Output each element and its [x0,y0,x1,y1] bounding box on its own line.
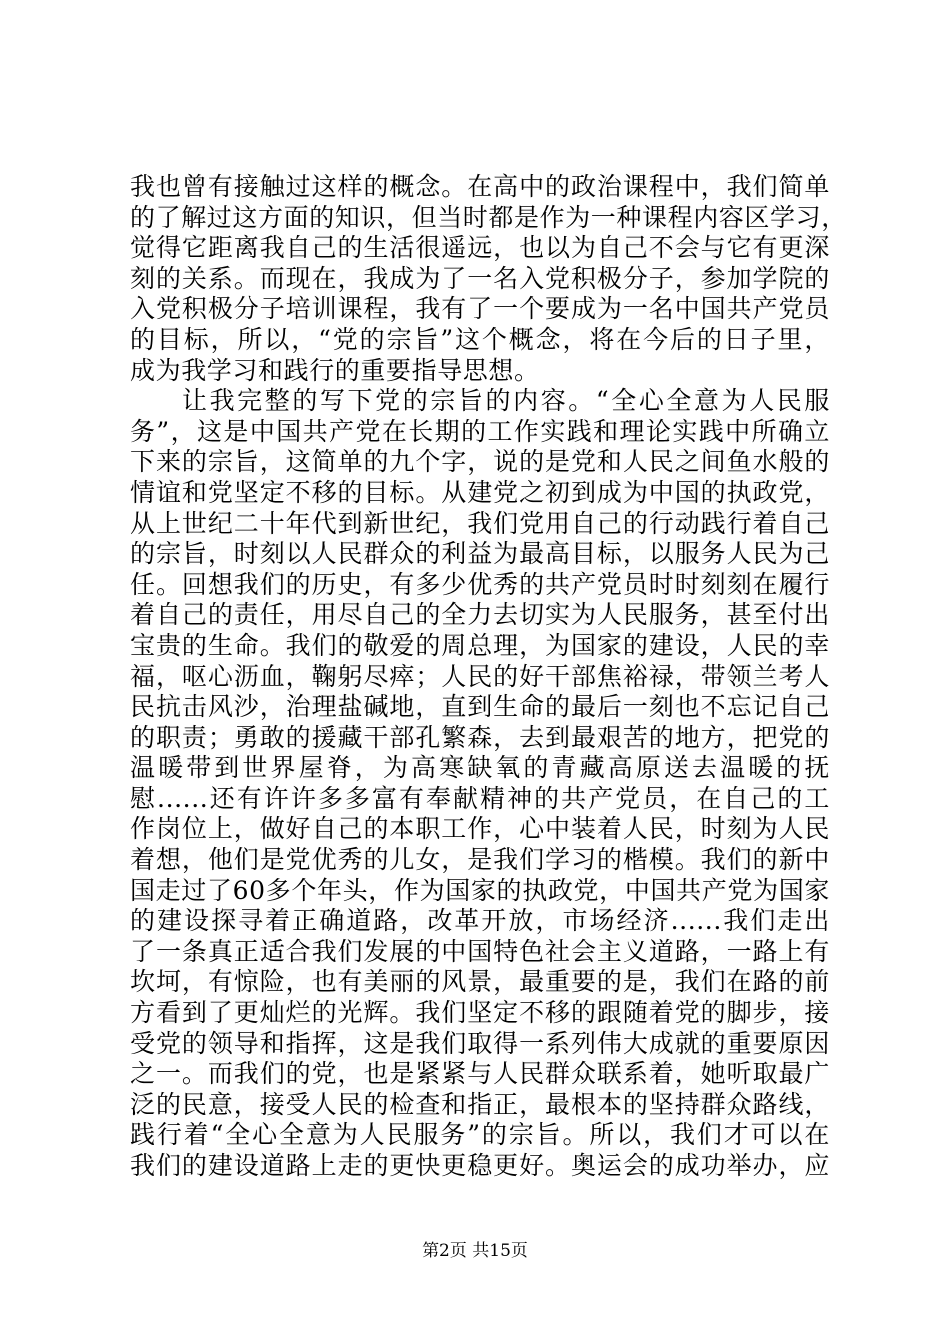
page-number: 第2页 [422,1241,467,1261]
text-line: 作岗位上，做好自己的本职工作，心中装着人民，时刻为人民 [130,814,830,844]
text-line: 国走过了60多个年头，作为国家的执政党，中国共产党为国家 [130,875,830,905]
paragraph [130,172,847,386]
text-line: 着自己的责任，用尽自己的全力去切实为人民服务，甚至付出 [130,600,830,630]
text-line: 情谊和党坚定不移的目标。从建党之初到成为中国的执政党， [130,477,830,507]
text-line: 下来的宗旨，这简单的九个字，说的是党和人民之间鱼水般的 [130,447,830,477]
text-line: 的了解过这方面的知识，但当时都是作为一种课程内容区学习， [130,202,847,232]
text-line: 方看到了更灿烂的光辉。我们坚定不移的跟随着党的脚步，接 [130,998,830,1028]
text-line: 从上世纪二十年代到新世纪，我们党用自己的行动践行着自己 [130,508,830,538]
text-line: 着想，他们是党优秀的儿女，是我们学习的楷模。我们的新中 [130,845,830,875]
text-line: 觉得它距离我自己的生活很遥远，也以为自己不会与它有更深 [130,233,830,263]
text-line: 刻的关系。而现在，我成为了一名入党积极分子，参加学院的 [130,263,830,293]
text-line: 任。回想我们的历史，有多少优秀的共产党员时时刻刻在履行 [130,569,830,599]
text-line: 受党的领导和指挥，这是我们取得一系列伟大成就的重要原因 [130,1028,830,1058]
page-footer [0,1241,950,1261]
text-line: 践行着“全心全意为人民服务”的宗旨。所以，我们才可以在 [130,1120,830,1150]
document-body [130,172,847,1182]
text-line: 我们的建设道路上走的更快更稳更好。奥运会的成功举办，应 [130,1151,830,1180]
text-line: 让我完整的写下党的宗旨的内容。“全心全意为人民服 [182,386,830,416]
text-line: 了一条真正适合我们发展的中国特色社会主义道路，一路上有 [130,936,830,966]
text-line: 温暖带到世界屋脊，为高寒缺氧的青藏高原送去温暖的抚 [130,753,830,783]
text-line: 的目标，所以，“党的宗旨”这个概念，将在今后的日子里， [130,324,830,354]
text-line: 民抗击风沙，治理盐碱地，直到生命的最后一刻也不忘记自己 [130,692,830,722]
text-line: 成为我学习和践行的重要指导思想。 [130,355,540,385]
text-line: 之一。而我们的党，也是紧紧与人民群众联系着，她听取最广 [130,1059,830,1089]
text-line: 务”，这是中国共产党在长期的工作实践和理论实践中所确立 [130,416,830,446]
text-line: 坎坷，有惊险，也有美丽的风景，最重要的是，我们在路的前 [130,967,830,997]
text-line: 我也曾有接触过这样的概念。在高中的政治课程中，我们简单 [130,172,830,201]
text-line: 慰......还有许许多多富有奉献精神的共产党员，在自己的工 [130,783,830,813]
text-line: 的建设探寻着正确道路，改革开放，市场经济......我们走出 [130,906,830,936]
page-total: 共15页 [472,1241,528,1261]
text-line: 入党积极分子培训课程，我有了一个要成为一名中国共产党员 [130,294,830,324]
text-line: 福，呕心沥血，鞠躬尽瘁；人民的好干部焦裕禄，带领兰考人 [130,661,830,691]
text-line: 的宗旨，时刻以人民群众的利益为最高目标，以服务人民为己 [130,539,830,569]
text-line: 的职责；勇敢的援藏干部孔繁森，去到最艰苦的地方，把党的 [130,722,830,752]
text-line: 宝贵的生命。我们的敬爱的周总理，为国家的建设，人民的幸 [130,630,830,660]
paragraph [130,386,830,1181]
text-line: 泛的民意，接受人民的检查和指正，最根本的坚持群众路线， [130,1089,830,1119]
